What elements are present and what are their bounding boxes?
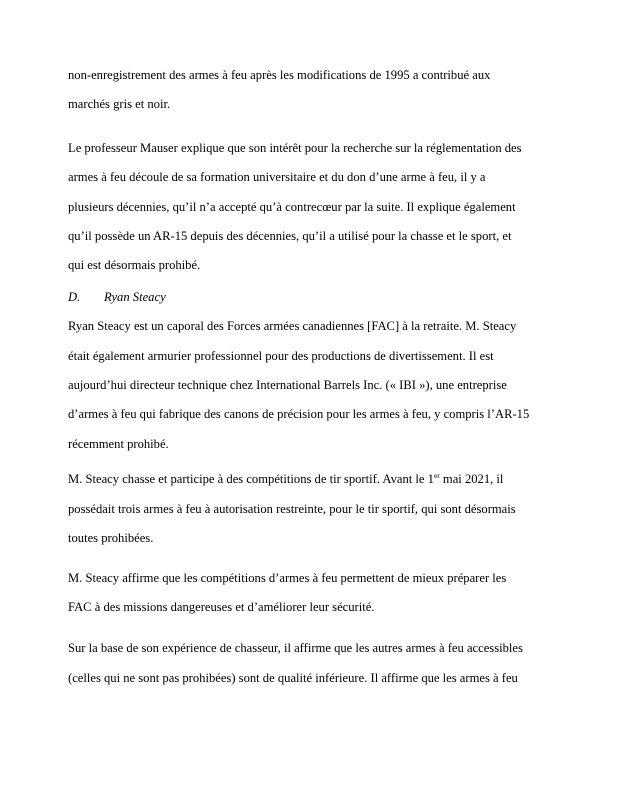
text-line: aujourd’hui directeur technique chez International Barrels Inc. (« IBI »), une entreprise xyxy=(68,378,507,393)
text-line: Le professeur Mauser explique que son intérêt pour la recherche sur la réglementation des xyxy=(68,140,522,155)
text-line: Ryan Steacy est un caporal des Forces armées canadiennes [FAC] à la retraite. M. Steacy xyxy=(68,319,517,334)
text-line: Sur la base de son expérience de chasseur, il affirme que les autres armes à feu accessibles xyxy=(68,641,523,656)
text-line: non-enregistrement des armes à feu après les modifications de 1995 a contribué aux xyxy=(68,68,491,82)
text-line: marchés gris et noir. xyxy=(68,97,171,112)
text-line: qu’il possède un AR-15 depuis des décennies, qu’il a utilisé pour la chasse et le sport, et xyxy=(68,229,512,244)
text-line: récemment prohibé. xyxy=(68,436,169,451)
heading-line xyxy=(68,283,568,312)
document-body xyxy=(68,61,568,693)
paragraph-mauser xyxy=(68,134,568,281)
paragraph-steacy-intro xyxy=(68,312,568,459)
section-heading-ryan-steacy xyxy=(68,283,568,312)
text-line: qui est désormais prohibé. xyxy=(68,258,201,273)
heading-label: D. xyxy=(68,289,81,304)
paragraph-steacy-shooting xyxy=(68,465,568,553)
text-line: M. Steacy affirme que les compétitions d’armes à feu permettent de mieux préparer les xyxy=(68,570,507,585)
paragraph-gray-black-markets xyxy=(68,61,568,120)
text-line: plusieurs décennies, qu’il n’a accepté qu’à contrecœur par la suite. Il explique également xyxy=(68,199,516,214)
text-line: armes à feu découle de sa formation universitaire et du don d’une arme à feu, il y a xyxy=(68,170,486,185)
text-line xyxy=(68,465,568,494)
text-line: FAC à des missions dangereuses et d’améliorer leur sécurité. xyxy=(68,599,375,614)
text-line: toutes prohibées. xyxy=(68,531,154,546)
text-segment: mai 2021, il xyxy=(439,472,504,487)
ordinal-superscript: er xyxy=(433,471,440,481)
text-line: était également armurier professionnel pour des productions de divertissement. Il est xyxy=(68,348,494,363)
text-segment: M. Steacy chasse et participe à des compétitions de tir sportif. Avant le 1 xyxy=(68,472,434,487)
paragraph-hunter-experience xyxy=(68,634,568,693)
text-line: d’armes à feu qui fabrique des canons de précision pour les armes à feu, y compris l’AR-15 xyxy=(68,407,530,422)
text-line: possédait trois armes à feu à autorisation restreinte, pour le tir sportif, qui sont désormais xyxy=(68,501,516,516)
text-line: (celles qui ne sont pas prohibées) sont de qualité inférieure. Il affirme que les armes à feu xyxy=(68,670,518,685)
paragraph-steacy-fac xyxy=(68,564,568,623)
heading-title: Ryan Steacy xyxy=(104,289,166,304)
